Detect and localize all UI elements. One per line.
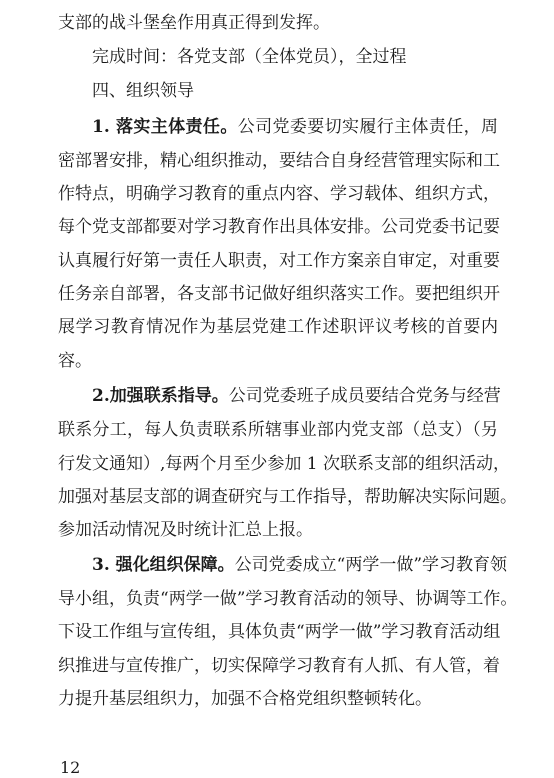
item1-text: 公司党委要切实履行主体责任，周 <box>237 117 499 137</box>
item2-text: 公司党委班子成员要结合党务与经营 <box>228 386 501 406</box>
paragraph-line: 展学习教育情况作为基层党建工作述职评议考核的首要内 <box>58 317 498 337</box>
paragraph-line: 加强对基层支部的调查研究与工作指导，帮助解决实际问题。 <box>58 487 517 507</box>
section-heading: 四、组织领导 <box>92 81 194 101</box>
paragraph-line: 任务亲自部署，各支部书记做好组织落实工作。要把组织开 <box>58 284 500 304</box>
paragraph-line: 作特点，明确学习教育的重点内容、学习载体、组织方式， <box>58 184 500 204</box>
item3-first-line <box>92 552 508 578</box>
paragraph-line: 导小组，负责“两学一做”学习教育活动的领导、协调等工作。 <box>58 589 518 609</box>
item3-heading: 3. 强化组织保障。 <box>92 555 235 575</box>
paragraph-line: 支部的战斗堡垒作用真正得到发挥。 <box>58 13 330 33</box>
completion-time-line: 完成时间：各党支部（全体党员），全过程 <box>92 47 407 67</box>
paragraph-line: 密部署安排，精心组织推动，要结合自身经营管理实际和工 <box>58 151 500 171</box>
paragraph-line: 每个党支部都要对学习教育作出具体安排。公司党委书记要 <box>58 217 500 237</box>
item2-heading: 2.加强联系指导。 <box>92 386 229 406</box>
page-number: 12 <box>60 758 81 777</box>
paragraph-line: 容。 <box>58 351 92 371</box>
paragraph-line: 参加活动情况及时统计汇总上报。 <box>58 520 313 540</box>
item1-heading: 1. 落实主体责任。 <box>92 117 238 137</box>
paragraph-line: 下设工作组与宣传组，具体负责“两学一做”学习教育活动组 <box>58 622 501 642</box>
paragraph-line: 力提升基层组织力，加强不合格党组织整顿转化。 <box>58 689 432 709</box>
paragraph-line: 织推进与宣传推广，切实保障学习教育有人抓、有人管，着 <box>58 656 500 676</box>
paragraph-line: 认真履行好第一责任人职责，对工作方案亲自审定，对重要 <box>58 251 500 271</box>
item2-first-line <box>92 383 501 409</box>
item3-text: 公司党委成立“两学一做”学习教育领 <box>234 555 508 575</box>
paragraph-line: 行发文通知）,每两个月至少参加 1 次联系支部的组织活动， <box>58 454 511 474</box>
paragraph-line: 联系分工，每人负责联系所辖事业部内党支部（总支）（另 <box>58 420 498 440</box>
item1-first-line <box>92 114 498 140</box>
